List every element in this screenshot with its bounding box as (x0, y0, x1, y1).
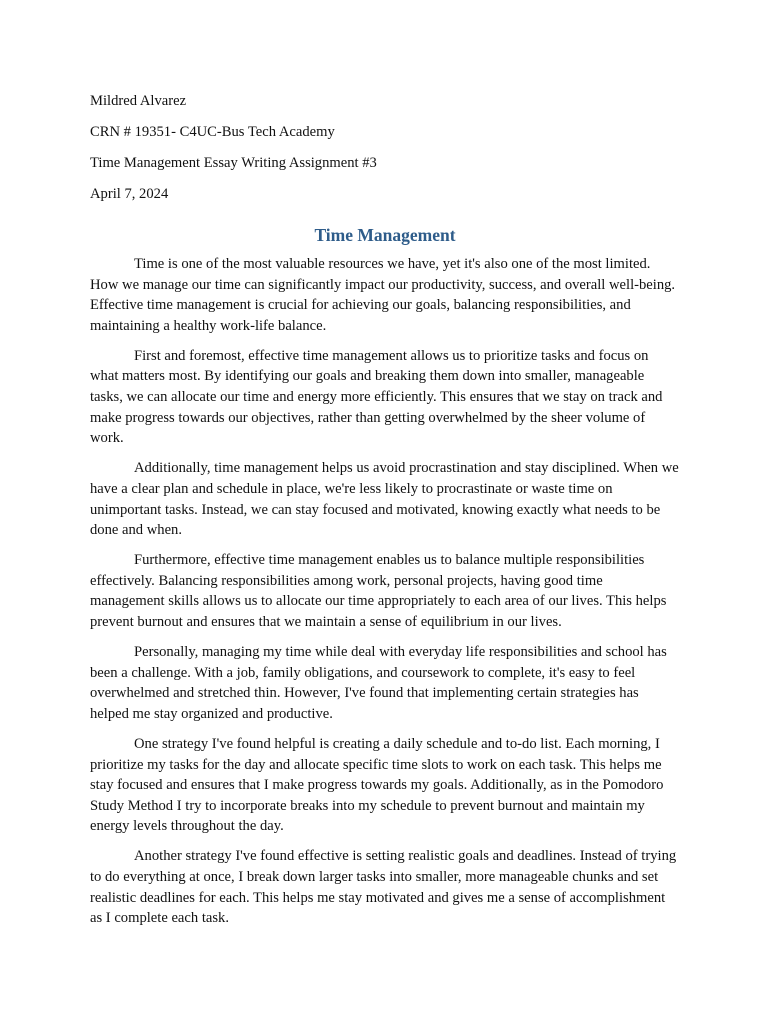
essay-title: Time Management (314, 225, 456, 245)
paragraph-6: One strategy I've found helpful is creating a daily schedule and to-do list. Each morning, I prioritize my tasks for the day and allocate specific time slots to work on each task. This helps me stay focused and ensures that I make progress towards my goals. Additionally, as in the Pomodoro Study Method I try to incorporate breaks into my schedule to prevent burnout and maintain my energy levels throughout the day. (90, 735, 664, 835)
author-name: Mildred Alvarez (90, 93, 187, 109)
paragraph-2: First and foremost, effective time management allows us to prioritize tasks and focus on what matters most. By identifying our goals and breaking them down into smaller, manageable tasks, we can allocate our time and energy more efficiently. This ensures that we stay on track and make progress towards our objectives, rather than getting overwhelmed by the sheer volume of work. (90, 347, 663, 447)
assignment-title: Time Management Essay Writing Assignment #3 (90, 155, 377, 171)
paragraph-4: Furthermore, effective time management enables us to balance multiple responsibilities effectively. Balancing responsibilities among work, personal projects, having good time management skills allows us to allocate our time appropriately to each area of our lives. This helps prevent burnout and ensures that we maintain a sense of equilibrium in our lives. (90, 552, 667, 630)
document-page (90, 92, 680, 938)
paragraph-1: Time is one of the most valuable resources we have, yet it's also one of the most limited. How we manage our time can significantly impact our productivity, success, and overall well-being. Effective time management is crucial for achieving our goals, balancing responsibilities, and maintaining a healthy work-life balance. (90, 256, 676, 334)
course-info: CRN # 19351- C4UC-Bus Tech Academy (90, 124, 335, 140)
paragraph-7: Another strategy I've found effective is setting realistic goals and deadlines. Instead of trying to do everything at once, I break down larger tasks into smaller, more manageable chunks and set realistic deadlines for each. This helps me stay motivated and gives me a sense of accomplishment as I complete each task. (90, 848, 677, 927)
paragraph-5: Personally, managing my time while deal with everyday life responsibilities and school has been a challenge. With a job, family obligations, and coursework to complete, it's easy to feel overwhelmed and stretched thin. However, I've found that implementing certain strategies has helped me stay organized and productive. (90, 644, 667, 722)
document-date: April 7, 2024 (90, 186, 169, 202)
paragraph-3: Additionally, time management helps us avoid procrastination and stay disciplined. When we have a clear plan and schedule in place, we're less likely to procrastinate or waste time on unimportant tasks. Instead, we can stay focused and motivated, knowing exactly what needs to be done and when. (90, 460, 679, 539)
